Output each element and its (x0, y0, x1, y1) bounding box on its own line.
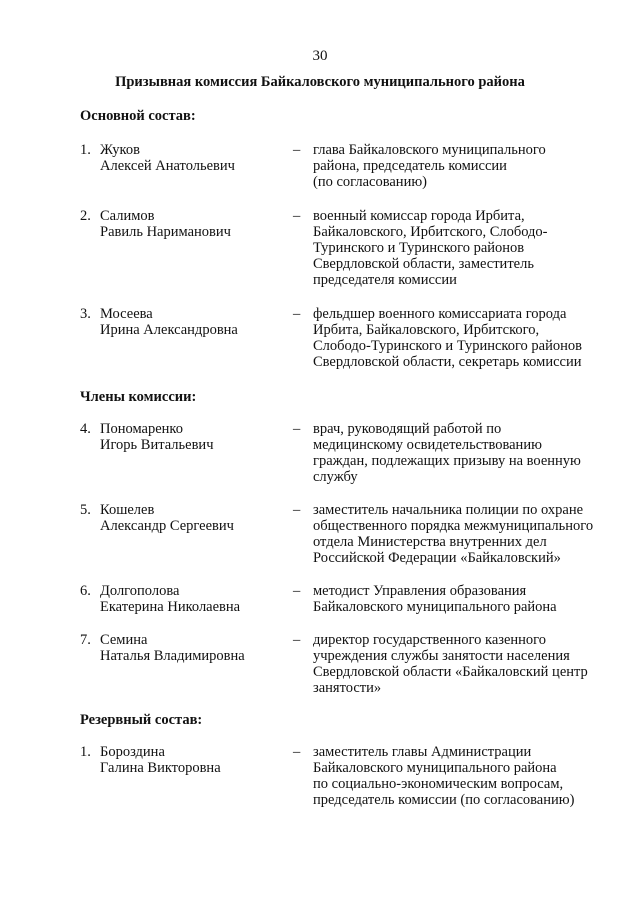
description-line: председателя комиссии (313, 272, 457, 288)
description-line: заместитель начальника полиции по охране (313, 502, 584, 518)
surname: Салимов (100, 208, 155, 224)
dash-separator: – (293, 421, 301, 437)
given-names: Наталья Владимировна (100, 648, 245, 664)
dash-separator: – (293, 142, 301, 158)
description-line: учреждения службы занятости населения (313, 648, 570, 664)
description-line: Свердловской области «Байкаловский центр (313, 664, 588, 680)
item-number: 5. (80, 502, 91, 518)
given-names: Равиль Нариманович (100, 224, 231, 240)
description-line: глава Байкаловского муниципального (313, 142, 546, 158)
item-number: 3. (80, 306, 91, 322)
position-description (313, 744, 623, 808)
description-line: заместитель главы Администрации (313, 744, 532, 760)
dash-separator: – (293, 208, 301, 224)
description-line: Туринского и Туринского районов (313, 240, 525, 256)
person-name (100, 306, 300, 338)
given-names: Ирина Александровна (100, 322, 238, 338)
description-line: Свердловской области, секретарь комиссии (313, 354, 582, 370)
dash-separator: – (293, 744, 301, 760)
description-line: Российской Федерации «Байкаловский» (313, 550, 561, 566)
surname: Кошелев (100, 502, 155, 518)
person-name (100, 421, 300, 453)
description-line: Свердловской области, заместитель (313, 256, 534, 272)
section-heading-main: Основной состав: (80, 108, 196, 124)
description-line: Ирбита, Байкаловского, Ирбитского, (313, 322, 540, 338)
description-line: военный комиссар города Ирбита, (313, 208, 525, 224)
position-description (313, 421, 623, 485)
description-line: района, председатель комиссии (313, 158, 507, 174)
position-description (313, 632, 623, 696)
surname: Жуков (100, 142, 140, 158)
given-names: Алексей Анатольевич (100, 158, 235, 174)
given-names: Александр Сергеевич (100, 518, 234, 534)
description-line: (по согласованию) (313, 174, 427, 190)
description-line: службу (313, 469, 358, 485)
description-line: по социально-экономическим вопросам, (313, 776, 564, 792)
item-number: 4. (80, 421, 91, 437)
description-line: Байкаловского, Ирбитского, Слободо- (313, 224, 548, 240)
item-number: 1. (80, 744, 91, 760)
dash-separator: – (293, 306, 301, 322)
page-number: 30 (312, 48, 328, 64)
description-line: занятости» (313, 680, 382, 696)
person-name (100, 632, 300, 664)
item-number: 1. (80, 142, 91, 158)
item-number: 2. (80, 208, 91, 224)
description-line: директор государственного казенного (313, 632, 547, 648)
description-line: отдела Министерства внутренних дел (313, 534, 547, 550)
surname: Долгополова (100, 583, 180, 599)
dash-separator: – (293, 583, 301, 599)
position-description (313, 306, 623, 370)
given-names: Игорь Витальевич (100, 437, 214, 453)
section-heading-members: Члены комиссии: (80, 389, 197, 405)
surname: Семина (100, 632, 148, 648)
description-line: Байкаловского муниципального района (313, 599, 557, 615)
description-line: врач, руководящий работой по (313, 421, 502, 437)
given-names: Екатерина Николаевна (100, 599, 241, 615)
person-name (100, 208, 300, 240)
description-line: Байкаловского муниципального района (313, 760, 557, 776)
description-line: общественного порядка межмуниципального (313, 518, 594, 534)
person-name (100, 142, 300, 174)
description-line: граждан, подлежащих призыву на военную (313, 453, 581, 469)
given-names: Галина Викторовна (100, 760, 221, 776)
document-title: Призывная комиссия Байкаловского муниципального района (115, 74, 525, 90)
person-name (100, 744, 300, 776)
position-description (313, 583, 623, 615)
description-line: методист Управления образования (313, 583, 527, 599)
position-description (313, 208, 623, 288)
person-name (100, 583, 300, 615)
item-number: 6. (80, 583, 91, 599)
surname: Пономаренко (100, 421, 183, 437)
position-description (313, 142, 623, 190)
person-name (100, 502, 300, 534)
dash-separator: – (293, 632, 301, 648)
position-description (313, 502, 623, 566)
section-heading-reserve: Резервный состав: (80, 712, 203, 728)
description-line: фельдшер военного комиссариата города (313, 306, 567, 322)
dash-separator: – (293, 502, 301, 518)
description-line: Слободо-Туринского и Туринского районов (313, 338, 582, 354)
surname: Мосеева (100, 306, 153, 322)
item-number: 7. (80, 632, 91, 648)
surname: Бороздина (100, 744, 165, 760)
description-line: медицинскому освидетельствованию (313, 437, 542, 453)
description-line: председатель комиссии (по согласованию) (313, 792, 575, 808)
